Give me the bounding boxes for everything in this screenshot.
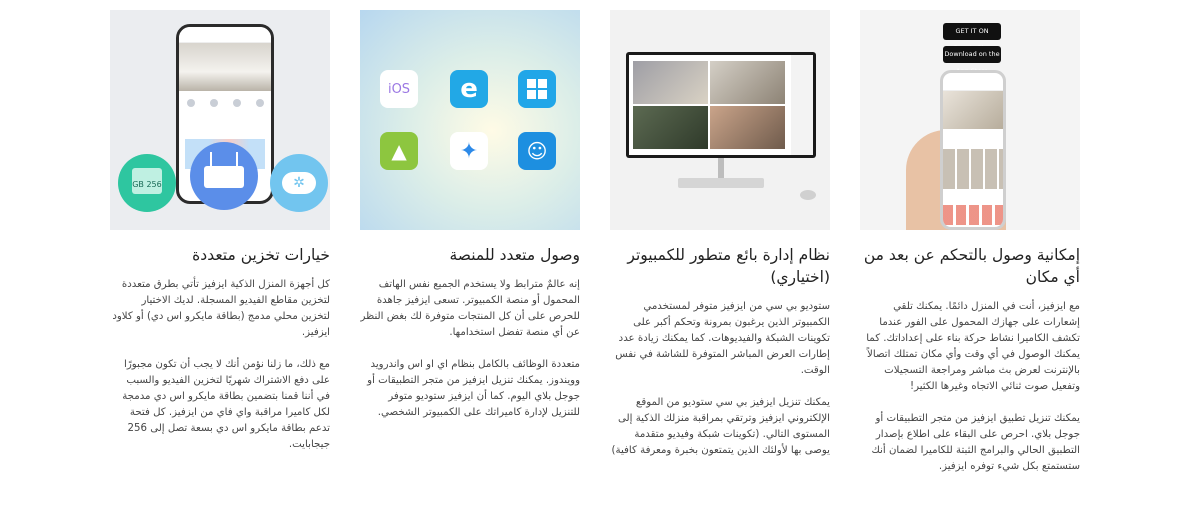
app-store-badge[interactable]: Download on the <box>943 46 1001 63</box>
card-body <box>610 299 830 459</box>
platform-illustration <box>360 10 580 230</box>
safari-icon: ✦ <box>450 132 488 170</box>
card-paragraph: مع ذلك، ما زلنا نؤمن أنك لا يجب أن تكون مجبورًا على دفع الاشتراك شهريًا لتخزين الفيديو والسبب في أننا قمنا بتضمين بطاقة مايكرو اس دي مدمجة لكل كاميرا مراقبة واي فاي من ايزفيز. كل فتحة تدعم بطاقة مايكرو اس دي بسعة تصل إلى 256 جيجابايت. <box>122 359 330 450</box>
card-body <box>360 277 580 421</box>
storage-illustration <box>110 10 330 230</box>
mouse-icon <box>800 190 816 200</box>
internet-explorer-icon: e <box>450 70 488 108</box>
pc-illustration <box>610 10 830 230</box>
card-title: خيارات تخزين متعددة <box>192 246 330 264</box>
android-icon: ▲ <box>380 132 418 170</box>
feature-card-platform <box>360 10 580 421</box>
card-paragraph: مع ايزفيز، أنت في المنزل دائمًا. يمكنك تلقي إشعارات على جهازك المحمول على الفور عندما تكشف الكاميرا نشاط حركة بناء على إعداداتك. كما يمكنك الوصول في أي وقت وأي مكان تمتلك اتصالاً بالإنترنت لعرض بث مباشر ومراجعة التسجيلات وتفعيل صوت ثنائي الاتجاه وغيرها الكثير! <box>866 301 1080 392</box>
sd-card-icon <box>118 154 176 212</box>
card-paragraph: إنه عالمٌ مترابط ولا يستخدم الجميع نفس الهاتف المحمول أو منصة الكمبيوتر. تسعى ايزفيز جاهدة للحرص على أن كل المنتجات متوفرة لك بغض النظر عن أي منصة تفضل استخدامها. <box>360 279 580 338</box>
card-paragraph: ستوديو بي سي من ايزفيز متوفر لمستخدمي الكمبيوتر الذين يرغبون بمرونة وتحكم أكبر على تكوينات الشبكة والفيديوهات. كما يمكنك زيادة عدد إطارات العرض المباشر المتوفرة للشاشة في نفس الوقت. <box>615 301 830 376</box>
ios-label: iOS <box>387 81 411 97</box>
windows-icon <box>518 70 556 108</box>
card-paragraph: يمكنك تنزيل تطبيق ايزفيز من متجر التطبيقات أو جوجل بلاي. احرص على البقاء على اطلاع بإصدار التطبيق الحالي والبرامج الثبتة للكاميرا لضمان أنك ستستمتع بكل شيء توفره ايزفيز. <box>871 413 1080 472</box>
card-title: إمكانية وصول بالتحكم عن بعد من أي مكان <box>863 246 1080 286</box>
card-body <box>860 299 1080 475</box>
finder-icon: ☺ <box>518 132 556 170</box>
remote-access-illustration <box>860 10 1080 230</box>
card-title: وصول متعدد للمنصة <box>449 246 580 264</box>
cloud-icon: ✲ <box>270 154 328 212</box>
desktop-computer-icon <box>626 52 816 158</box>
feature-card-storage <box>110 10 330 453</box>
ios-icon <box>380 70 418 108</box>
card-paragraph: متعددة الوظائف بالكامل بنظام اي او اس واندرويد وويندوز. يمكنك تنزيل ايزفيز من متجر التطبيقات أو جوجل بلاي اليوم. كما أن ايزفيز ستوديو متوفر للتنزيل لإدارة كاميراتك على الكمبيوتر الشخصي. <box>367 359 580 418</box>
smartphone-icon <box>940 70 1006 230</box>
card-paragraph: كل أجهزة المنزل الذكية ايزفيز تأتي بطرق متعددة لتخزين مقاطع الفيديو المسجلة. لديك الاختيار لتخزين محلي مدمج (بطاقة مايكرو اس دي) أو كلاود ايزفيز. <box>112 279 330 338</box>
sd-card-label: 256 GB <box>132 168 162 194</box>
card-body <box>110 277 330 453</box>
card-paragraph: يمكنك تنزيل ايزفيز بي سي ستوديو من الموقع الإلكتروني ايزفيز وترتقي بمراقبة منزلك الذكية إلى المستوى التالي. (تكوينات شبكة وفيديو متقدمة يوصى بها لأولئك الذين يتمتعون بخبرة ومعرفة كافية) <box>611 397 830 456</box>
google-play-badge[interactable]: GET IT ON <box>943 23 1001 40</box>
feature-card-remote-access <box>860 10 1080 475</box>
feature-card-pc-studio <box>610 10 830 459</box>
card-title: نظام إدارة بائع متطور للكمبيوتر (اختياري) <box>627 246 830 286</box>
nvr-router-icon <box>190 142 258 210</box>
